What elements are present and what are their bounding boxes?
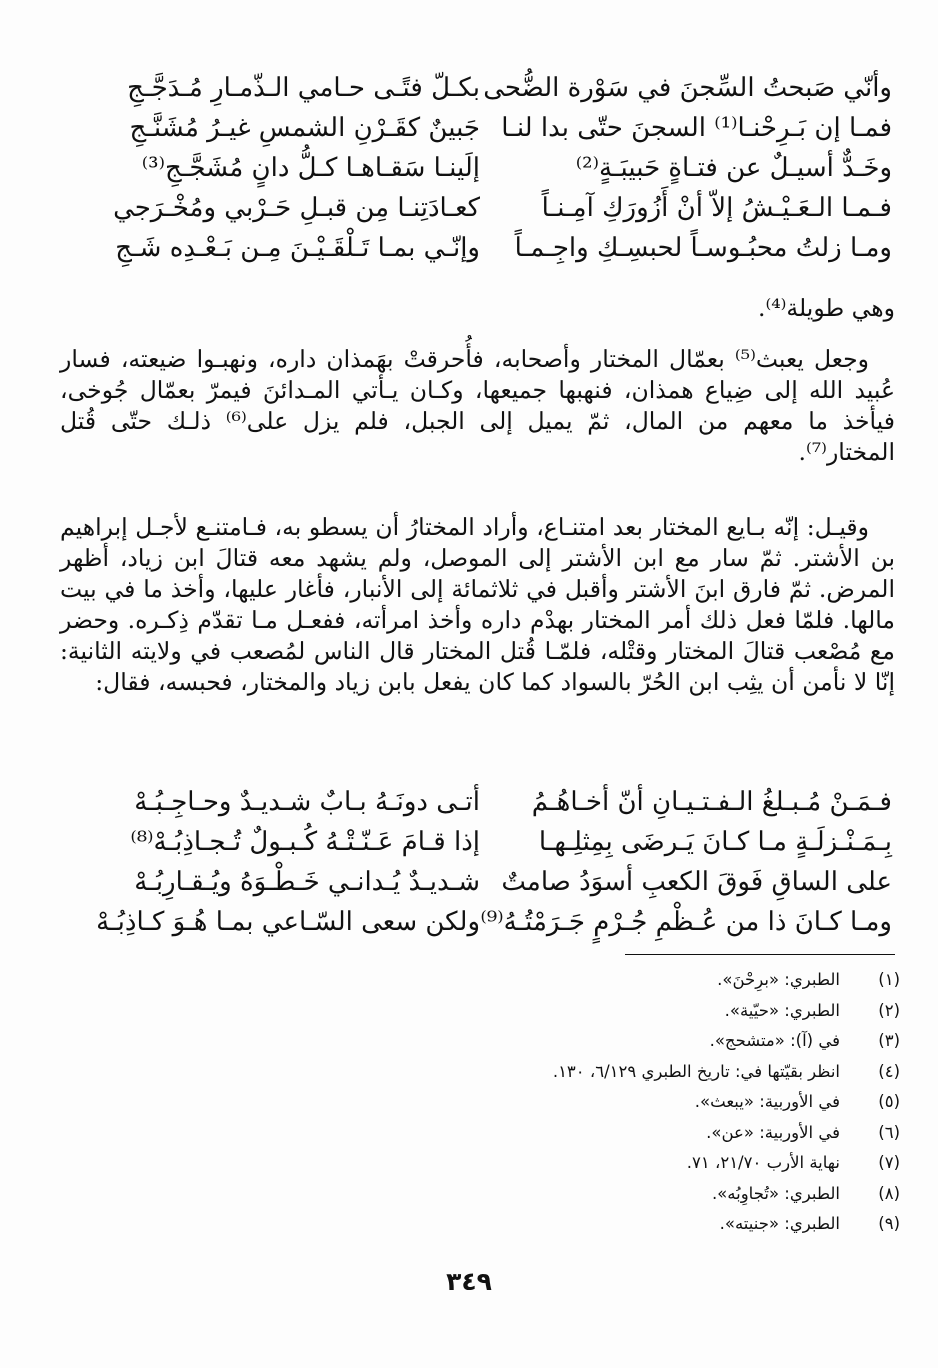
verse-line [70,68,900,108]
poem-1 [70,68,900,268]
verse-first-hemistich: فـمَـنْ مُـبـلغُ الـفـتـيـانِ أنّ أخـاهُـمُ [531,787,892,817]
footnote-text: انظر بقيّتها في: تاريخ الطبري ٦/١٢٩، ١٣٠. [552,1061,840,1081]
footnote-number: (٤) [878,1061,900,1081]
footnote [280,1209,900,1240]
verse-second-hemistich: إلَينـا سَقـاهـا كـلُّ دانٍ مُشَجَّـجِ⁽³⁾ [141,153,480,183]
verse-line [70,782,900,822]
verse-line [70,822,900,862]
footnote [280,1087,900,1118]
paragraph-account [60,512,895,698]
verse-second-hemistich: كعـادَتِنـا مِن قبـلِ حَـرْبي ومُخْـرَجي [113,193,480,223]
paragraph-note [60,293,895,324]
verse-line [70,862,900,902]
verse-first-hemistich: فـمـا الـعَـيْـشُ إلاّ أنْ أَزُورَكِ آمِـنـاً [541,193,892,223]
footnote-text: في الأوربية: «يبعث». [694,1092,840,1111]
footnote-number: (١) [878,970,900,989]
page-number: ٣٤٩ [446,1267,492,1296]
footnote-number: (٥) [878,1092,900,1111]
footnote [280,1026,900,1057]
footnote-number: (٧) [878,1153,900,1172]
footnote-text: الطبري: «برِحْنَ». [717,970,840,989]
paragraph-text: وهي طويلة⁽⁴⁾. [757,294,895,322]
footnote [280,1148,900,1179]
paragraph-text: وجعل يعبث⁽⁵⁾ بعمّال المختار وأصحابه، فأُحرقتْ بهَمذان داره، ونهبـوا ضيعته، فسار عُبيد الله إلى ضِياع همذان، فنهبها جميعها، وكـان يـأتي المـدائنَ فيمرّ بعمّال جُوخى، فيأخذ ما معهم من المال، ثمّ يميل إلى الجبل، فلم يزل على⁽⁶⁾ ذلـك حتّى قُتل المختار⁽⁷⁾. [60,345,896,466]
footnote-number: (٦) [878,1122,900,1142]
verse-second-hemistich: أتـى دونَـهُ بـابٌ شـديـدٌ وحـاجِـبُـهْ [134,787,480,817]
footnote-text: الطبري: «جنيته». [719,1214,840,1233]
verse-first-hemistich: على الساقِ فَوقَ الكعبِ أسوَدُ صامتٌ [501,867,892,897]
footnote-text: في (آ): «متشحج». [709,1031,840,1050]
footnote [280,1118,900,1149]
verse-first-hemistich: وخَـدٌّ أسيـلٌ عن فتـاةٍ حَبيبَـةٍ⁽²⁾ [575,153,892,183]
verse-second-hemistich: شـديـدٌ يُـدانـي خَـطْـوَهُ ويُـقـارِبُـهْ [134,867,480,897]
verse-second-hemistich: جَبينٌ كقَـرْنِ الشمسِ غيـرُ مُشَنَّـجِ [129,113,480,143]
verse-second-hemistich: وإنّـي بمـا تَـلْقَـيْـنَ مِـن بَـعْـدِه شَـجِ [115,233,480,263]
verse-first-hemistich: بِـمَـنْـزلَـةٍ مـا كـانَ يَـرضَى بِمِثلِـهـا [538,827,892,857]
verse-line [70,108,900,148]
footnote-number: (٢) [878,1000,900,1020]
verse-first-hemistich: ومـا زلتُ محبُـوسـاً لحبسِـكِ واجِـمـاً [514,233,892,263]
footnote [280,996,900,1027]
footnote-text: الطبري: «حيّية». [724,1000,840,1020]
footnote [280,1057,900,1088]
footnote-number: (٨) [878,1183,900,1203]
footnote-number: (٩) [878,1214,900,1233]
verse-first-hemistich: وأنّي صَبحتُ السِّجنَ في سَوْرة الضُّحى [483,73,892,103]
footnote-text: الطبري: «تُجاوِبُه». [711,1183,840,1203]
verse-first-hemistich: فمـا إن بَـرِحْنـا⁽¹⁾ السجنَ حتّى بدا لنـا [501,113,892,143]
footnote-text: في الأوربية: «عن». [706,1122,840,1142]
footnote-number: (٣) [878,1031,900,1050]
verse-line [70,228,900,268]
verse-second-hemistich: بكـلّ فتًـى حـامي الـذّمـارِ مُـدَجَّـجِ [127,73,480,103]
verse-line [70,148,900,188]
footnotes [280,965,900,1240]
paragraph-governor [60,344,895,468]
footnote-separator [625,954,895,955]
verse-line [70,188,900,228]
verse-second-hemistich: إذا قـامَ عَـنّـتْـهُ كُـبـولٌ تُـجـاذِبُـهْ⁽⁸⁾ [130,827,480,857]
footnote-text: نهاية الأرب ٢١/٧٠، ٧١. [686,1153,840,1172]
footnote [280,1179,900,1210]
footnote [280,965,900,996]
verse-first-hemistich: ومـا كـانَ ذا من عُـظْمِ جُـرْمٍ جَـرَمْتُـهُ⁽⁹⁾ [480,907,892,937]
verse-second-hemistich: ولكن سعى السّـاعي بمـا هُـوَ كـاذِبُـهْ [96,907,480,937]
poem-2 [70,782,900,942]
paragraph-text: وقيـل: إنّه بـايع المختار بعد امتنـاع، وأراد المختارُ أن يسطو به، فـامتنـع لأجـل إبراهيم بن الأشتر. ثمّ سار مع ابن الأشتر إلى الموصل، ولم يشهد معه قتالَ ابن زياد، أظهر المرض. ثمّ فارق ابنَ الأشتر وأقبل في ثلاثمائة إلى الأنبار، فأغار عليها، وأخذ ما في بيت مالها. فلمّا فعل ذلك أمر المختار بهدْم داره وأخذ امرأته، ففعـل مـا تقدّم ذِكـره. وحضر مع مُصْعب قتالَ المختار وقتْله، فلمّـا قُتل المختار قال الناس لمُصعب في ولايته الثانية: إنّا لا نأمن أن يثِب ابن الحُرّ بالسواد كما كان يفعل بابن زياد والمختار، فحبسه، فقال: [60,513,895,696]
verse-line [70,902,900,942]
